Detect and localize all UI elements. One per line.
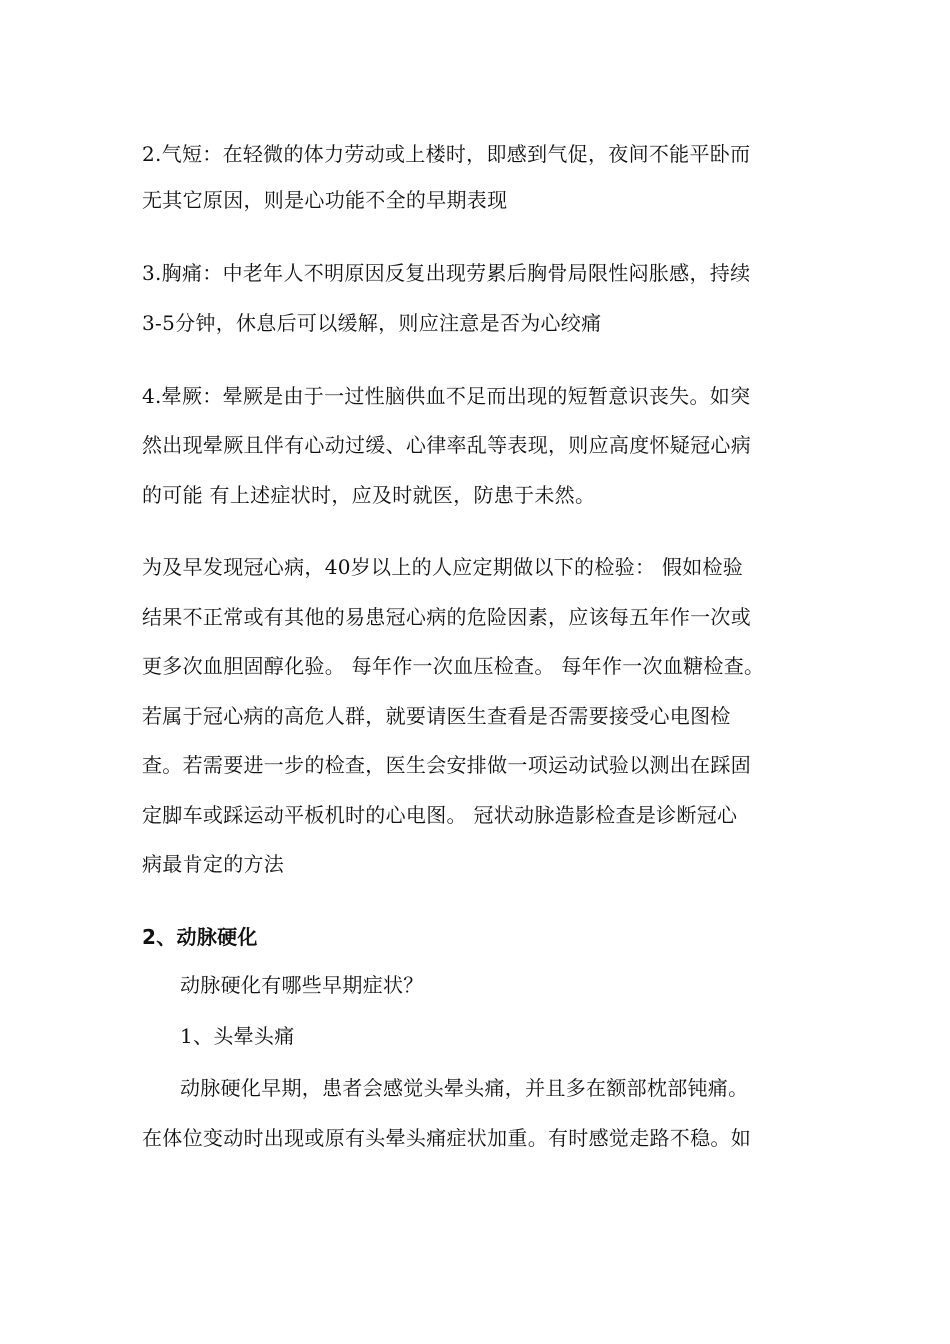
paragraph-shortness-of-breath-line-1: 2.气短：在轻微的体力劳动或上楼时，即感到气促，夜间不能平卧而 xyxy=(142,142,751,166)
paragraph-chest-pain-line-1: 3.胸痛：中老年人不明原因反复出现劳累后胸骨局限性闷胀感，持续 xyxy=(142,261,751,285)
paragraph-screening-line-6: 定脚车或踩运动平板机时的心电图。 冠状动脉造影检查是诊断冠心 xyxy=(142,803,738,827)
paragraph-screening-line-1: 为及早发现冠心病，40岁以上的人应定期做以下的检验： 假如检验 xyxy=(142,555,744,579)
symptom-text-line-1: 动脉硬化早期，患者会感觉头晕头痛，并且多在额部枕部钝痛。 xyxy=(180,1076,749,1100)
paragraph-shortness-of-breath-line-2: 无其它原因，则是心功能不全的早期表现 xyxy=(142,188,508,212)
symptom-text-line-2: 在体位变动时出现或原有头晕头痛症状加重。有时感觉走路不稳。如 xyxy=(142,1126,751,1150)
question-line: 动脉硬化有哪些早期症状？ xyxy=(180,973,424,997)
symptom-title: 1、头晕头痛 xyxy=(180,1024,295,1048)
paragraph-screening-line-4: 若属于冠心病的高危人群，就要请医生查看是否需要接受心电图检 xyxy=(142,704,731,728)
paragraph-screening-line-2: 结果不正常或有其他的易患冠心病的危险因素，应该每五年作一次或 xyxy=(142,605,751,629)
paragraph-syncope-line-1: 4.晕厥：晕厥是由于一过性脑供血不足而出现的短暂意识丧失。如突 xyxy=(142,384,751,408)
paragraph-chest-pain-line-2: 3-5分钟，休息后可以缓解，则应注意是否为心绞痛 xyxy=(142,311,602,335)
section-heading: 2、动脉硬化 xyxy=(142,925,258,949)
paragraph-screening-line-3: 更多次血胆固醇化验。 每年作一次血压检查。 每年作一次血糖检查。 xyxy=(142,654,765,678)
paragraph-syncope-line-3: 的可能 有上述症状时，应及时就医，防患于未然。 xyxy=(142,483,596,507)
paragraph-screening-line-7: 病最肯定的方法 xyxy=(142,852,285,876)
paragraph-screening-line-5: 查。若需要进一步的检查，医生会安排做一项运动试验以测出在踩固 xyxy=(142,753,751,777)
paragraph-syncope-line-2: 然出现晕厥且伴有心动过缓、心律率乱等表现，则应高度怀疑冠心病 xyxy=(142,433,751,457)
